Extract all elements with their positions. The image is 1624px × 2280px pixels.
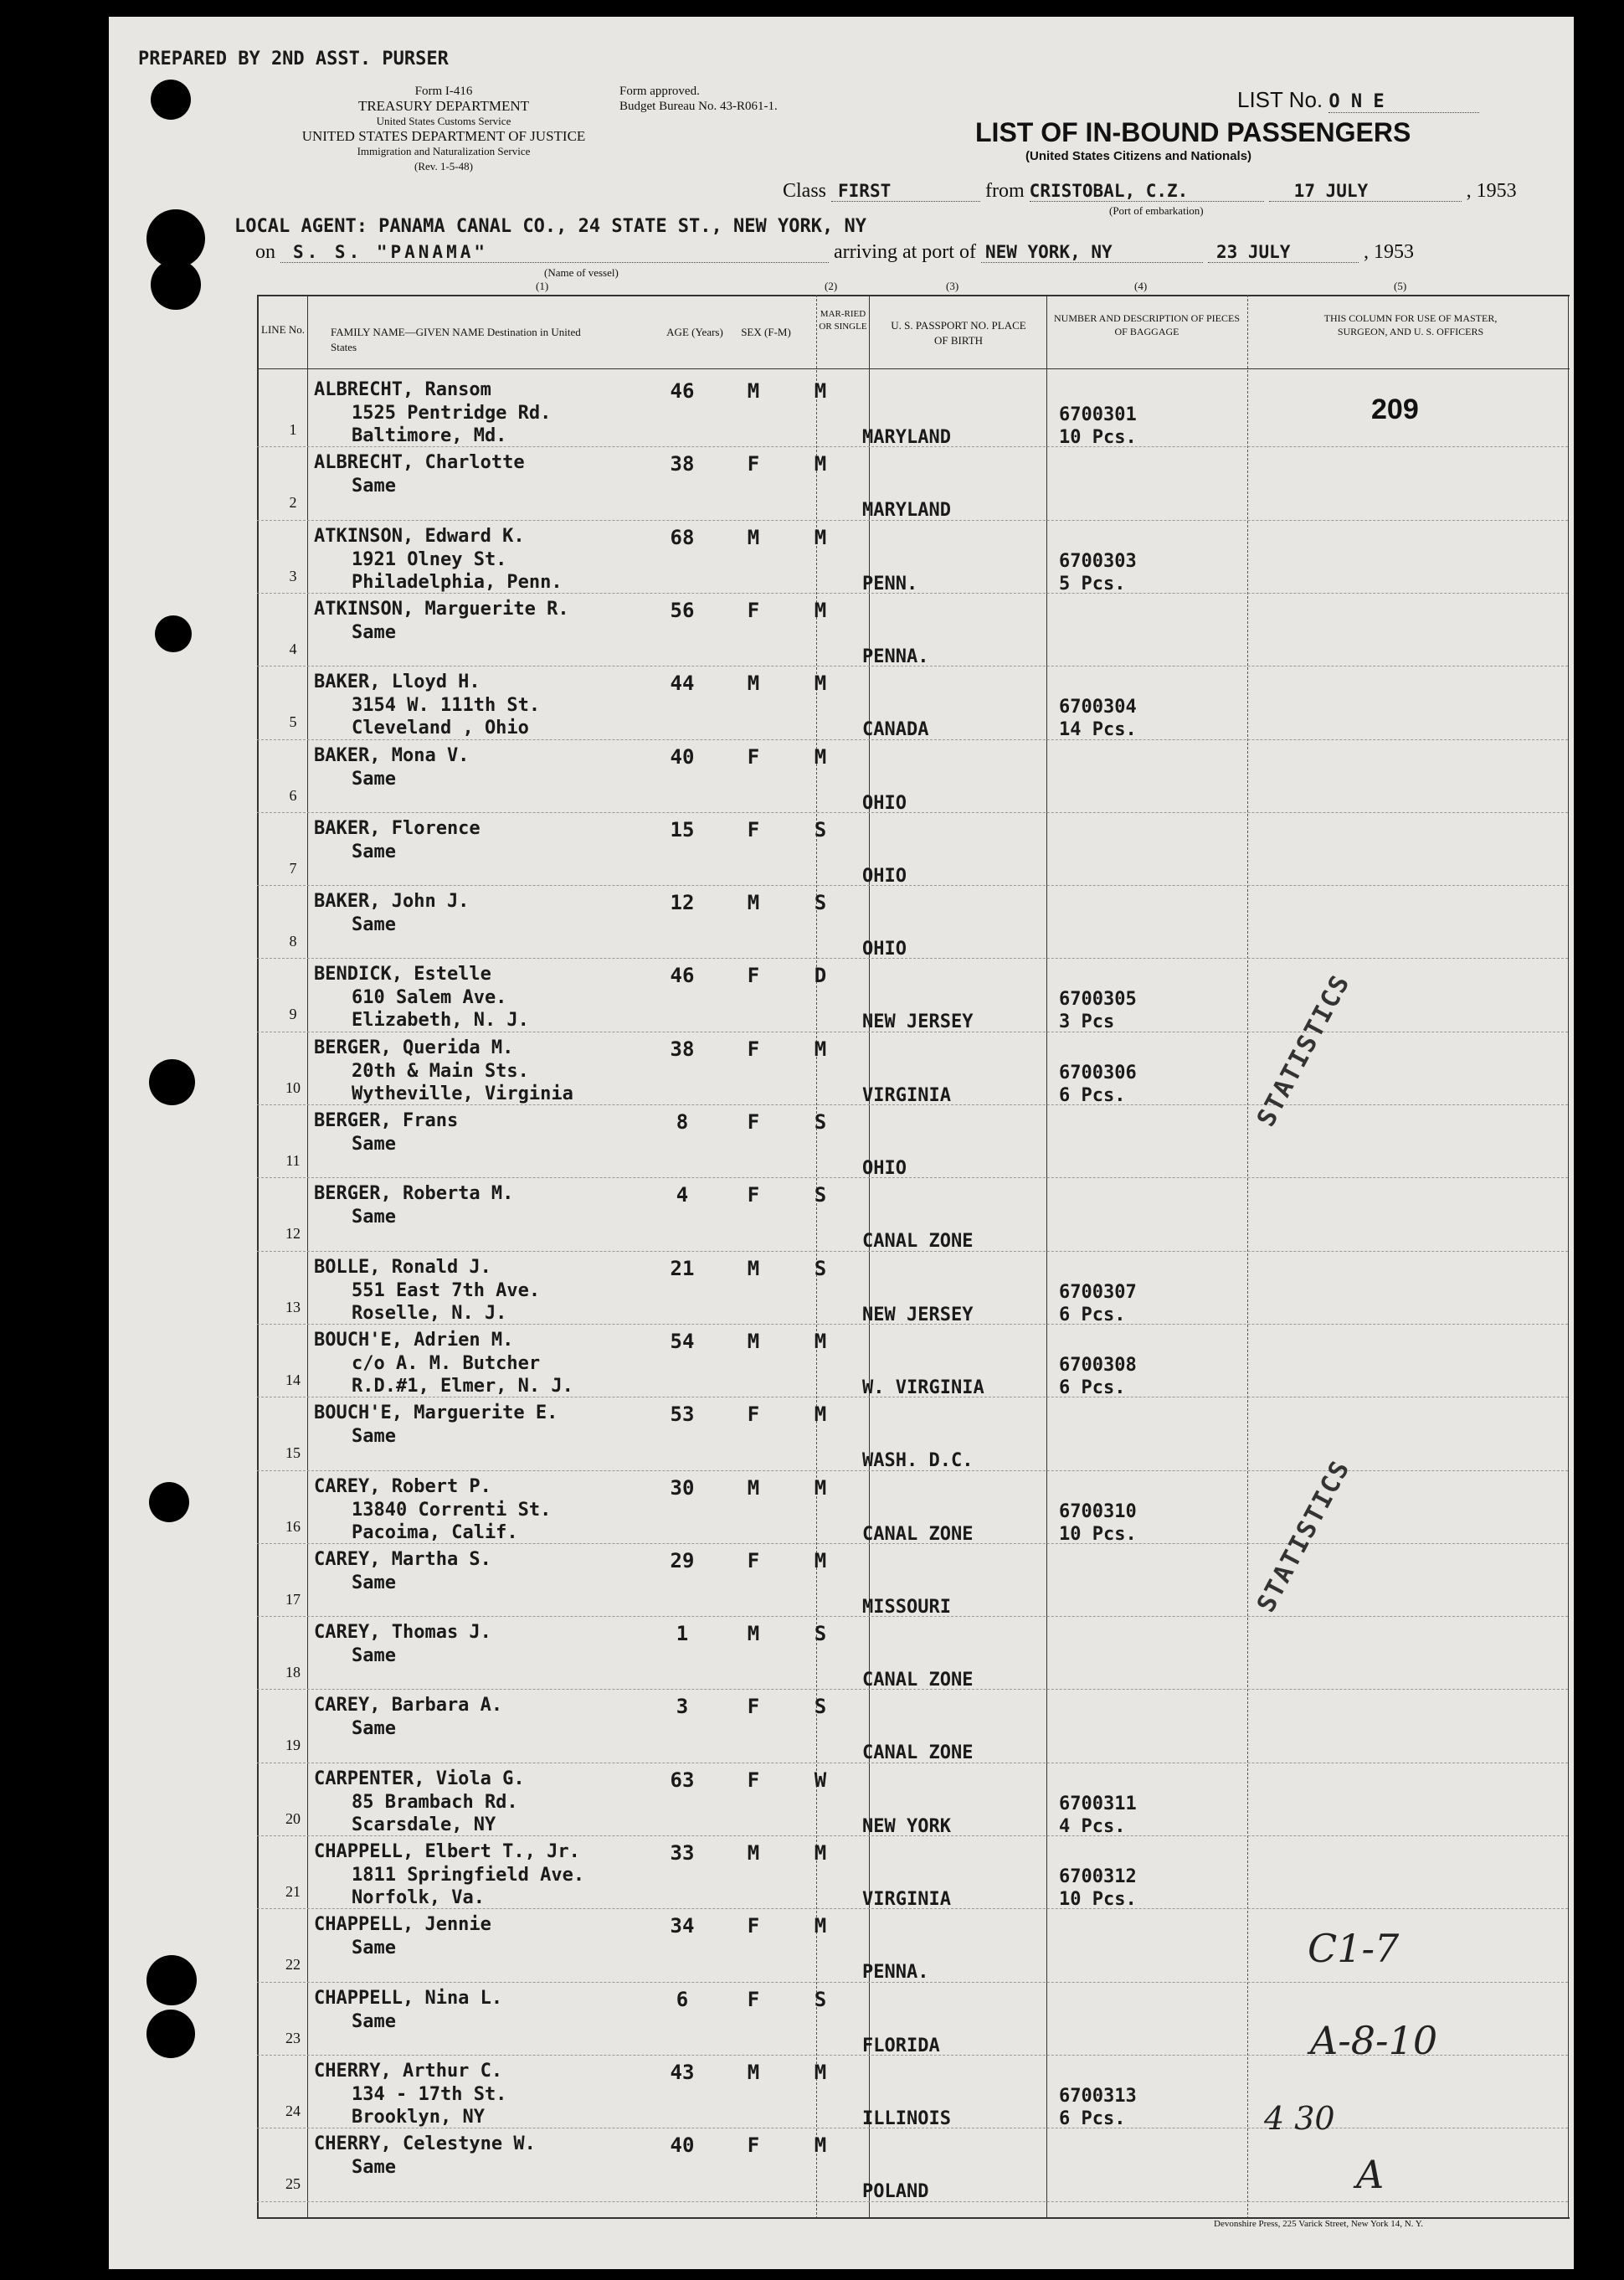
passenger-marital: M	[814, 379, 827, 403]
passenger-age: 15	[670, 817, 695, 841]
col-header-name: FAMILY NAME—GIVEN NAME Destination in United States	[331, 326, 581, 353]
passenger-birthplace: FLORIDA	[862, 2035, 940, 2056]
passenger-sex: F	[747, 1183, 760, 1207]
col-header-baggage: NUMBER AND DESCRIPTION OF PIECES OF BAGGAGE	[1053, 312, 1241, 337]
line-number: 7	[289, 859, 297, 877]
list-no-label: LIST No.	[1237, 87, 1323, 112]
passenger-name: CAREY, Robert P.	[314, 1475, 491, 1497]
passenger-birthplace: CANADA	[862, 719, 929, 741]
vessel-name: S. S. "PANAMA"	[280, 242, 829, 263]
passenger-birthplace: NEW JERSEY	[862, 1304, 974, 1325]
passenger-age: 44	[670, 672, 695, 696]
handwritten-note: C1-7	[1308, 1926, 1400, 1971]
baggage-number: 6700311	[1059, 1793, 1137, 1814]
col-num-5: (5)	[1394, 280, 1407, 292]
passenger-name: BAKER, Mona V.	[314, 744, 470, 766]
line-number: 4	[289, 640, 297, 657]
passenger-age: 46	[670, 379, 695, 403]
passenger-sex: F	[747, 1548, 760, 1572]
passenger-age: 33	[670, 1841, 695, 1865]
line-number: 9	[289, 1006, 297, 1023]
from-value: CRISTOBAL, C.Z.	[1030, 181, 1264, 202]
handwritten-note: 4 30	[1264, 2100, 1335, 2137]
passenger-address: Pacoima, Calif.	[352, 1521, 518, 1543]
passenger-sex: F	[747, 817, 760, 841]
budget-bureau: Budget Bureau No. 43-R061-1.	[619, 100, 778, 113]
column-divider	[1247, 295, 1249, 2219]
col-header-age: AGE (Years)	[666, 326, 723, 338]
column-divider	[1046, 295, 1047, 2219]
passenger-birthplace: VIRGINIA	[862, 1889, 951, 1910]
passenger-address: 1811 Springfield Ave.	[352, 1865, 585, 1886]
passenger-birthplace: CANAL ZONE	[862, 1670, 974, 1691]
col-num-4: (4)	[1134, 280, 1148, 292]
passenger-birthplace: OHIO	[862, 939, 907, 960]
revision: (Rev. 1-5-48)	[414, 160, 473, 172]
baggage-pieces: 10 Pcs.	[1059, 427, 1137, 448]
passenger-age: 29	[670, 1548, 695, 1572]
baggage-pieces: 5 Pcs.	[1059, 573, 1126, 594]
passenger-address: Roselle, N. J.	[352, 1302, 507, 1324]
passenger-address: Same	[352, 476, 396, 497]
table-right-border	[1568, 295, 1569, 2219]
passenger-sex: F	[747, 2133, 760, 2158]
statistics-stamp: STATISTICS	[1251, 969, 1357, 1132]
line-number: 15	[285, 1444, 301, 1462]
baggage-pieces: 6 Pcs.	[1059, 2108, 1126, 2129]
local-agent: LOCAL AGENT: PANAMA CANAL CO., 24 STATE ST., NEW YORK, NY	[234, 216, 866, 237]
passenger-age: 56	[670, 598, 695, 622]
passenger-marital: D	[814, 964, 827, 988]
passenger-sex: F	[747, 1110, 760, 1134]
passenger-birthplace: PENNA.	[862, 1962, 929, 1984]
baggage-number: 6700307	[1059, 1281, 1137, 1303]
passenger-birthplace: ILLINOIS	[862, 2108, 951, 2129]
preparer-note: PREPARED BY 2ND ASST. PURSER	[138, 49, 449, 69]
passenger-address: Same	[352, 621, 396, 643]
arrival-year: , 1953	[1363, 241, 1414, 263]
passenger-age: 30	[670, 1475, 695, 1500]
baggage-pieces: 4 Pcs.	[1059, 1815, 1126, 1837]
line-number: 13	[285, 1298, 301, 1315]
passenger-age: 21	[670, 1256, 695, 1280]
passenger-birthplace: CANAL ZONE	[862, 1523, 974, 1545]
passenger-address: Same	[352, 1938, 396, 1959]
passenger-age: 1	[676, 1622, 689, 1646]
passenger-age: 43	[670, 2060, 695, 2084]
baggage-pieces: 6 Pcs.	[1059, 1084, 1126, 1106]
line-number: 19	[285, 1737, 301, 1754]
passenger-address: Elizabeth, N. J.	[352, 1010, 529, 1032]
line-number: 18	[285, 1664, 301, 1681]
passenger-age: 38	[670, 452, 695, 476]
passenger-address: Same	[352, 2010, 396, 2032]
passenger-address: Same	[352, 1645, 396, 1667]
passenger-name: BERGER, Roberta M.	[314, 1183, 514, 1205]
baggage-pieces: 6 Pcs.	[1059, 1377, 1126, 1398]
page-number: 209	[1371, 394, 1419, 425]
passenger-address: Same	[352, 768, 396, 790]
depart-date: 17 JULY	[1269, 181, 1462, 202]
passenger-sex: F	[747, 1987, 760, 2011]
department: TREASURY DEPARTMENT	[357, 98, 530, 114]
passenger-birthplace: PENN.	[862, 573, 918, 594]
passenger-address: Brooklyn, NY	[352, 2106, 485, 2128]
class-line	[783, 180, 1517, 203]
passenger-marital: M	[814, 525, 827, 549]
passenger-address: Same	[352, 1718, 396, 1740]
passenger-address: Baltimore, Md.	[352, 425, 507, 446]
from-label: from	[985, 180, 1025, 202]
passenger-birthplace: PENNA.	[862, 646, 929, 667]
line-number: 6	[289, 786, 297, 804]
row-divider	[257, 958, 1568, 959]
line-number: 24	[285, 2102, 301, 2119]
passenger-sex: F	[747, 964, 760, 988]
line-number: 2	[289, 494, 297, 512]
passenger-age: 46	[670, 964, 695, 988]
passenger-name: CAREY, Thomas J.	[314, 1622, 491, 1644]
class-value: FIRST	[831, 181, 980, 202]
passenger-name: CHERRY, Celestyne W.	[314, 2133, 536, 2155]
passenger-marital: M	[814, 452, 827, 476]
depart-year: , 1953	[1466, 180, 1517, 202]
passenger-sex: F	[747, 452, 760, 476]
form-approval	[619, 84, 778, 114]
passenger-address: Same	[352, 1426, 396, 1448]
passenger-name: BOUCH'E, Adrien M.	[314, 1329, 514, 1351]
col-header-use: THIS COLUMN FOR USE OF MASTER, SURGEON, AND U. S. OFFICERS	[1323, 312, 1498, 337]
passenger-name: ATKINSON, Edward K.	[314, 525, 525, 547]
passenger-birthplace: NEW YORK	[862, 1815, 951, 1837]
passenger-address: 551 East 7th Ave.	[352, 1279, 541, 1301]
passenger-age: 34	[670, 1914, 695, 1938]
passenger-address: 610 Salem Ave.	[352, 987, 507, 1009]
passenger-name: CHAPPELL, Nina L.	[314, 1987, 503, 2009]
passenger-address: Norfolk, Va.	[352, 1887, 485, 1908]
passenger-address: Same	[352, 1572, 396, 1593]
passenger-marital: M	[814, 1548, 827, 1572]
passenger-name: CAREY, Martha S.	[314, 1548, 491, 1570]
passenger-marital: M	[814, 1914, 827, 1938]
passenger-marital: S	[814, 1183, 827, 1207]
passenger-marital: M	[814, 1475, 827, 1500]
passenger-age: 38	[670, 1037, 695, 1061]
passenger-marital: S	[814, 817, 827, 841]
col-header-sex: SEX (F-M)	[741, 326, 791, 338]
binder-hole	[146, 2010, 195, 2058]
passenger-name: CHERRY, Arthur C.	[314, 2060, 503, 2082]
doj: UNITED STATES DEPARTMENT OF JUSTICE	[301, 128, 586, 144]
passenger-marital: M	[814, 2060, 827, 2084]
ins: Immigration and Naturalization Service	[357, 145, 531, 157]
passenger-age: 68	[670, 525, 695, 549]
line-number: 11	[285, 1152, 301, 1169]
baggage-pieces: 10 Pcs.	[1059, 1523, 1137, 1545]
passenger-birthplace: MARYLAND	[862, 427, 951, 448]
passenger-age: 6	[676, 1987, 689, 2011]
passenger-name: CHAPPELL, Jennie	[314, 1914, 491, 1936]
passenger-marital: S	[814, 1110, 827, 1134]
line-number: 5	[289, 713, 297, 731]
row-divider	[257, 1177, 1568, 1178]
baggage-pieces: 14 Pcs.	[1059, 719, 1137, 741]
passenger-address: Same	[352, 841, 396, 862]
passenger-age: 3	[676, 1695, 689, 1719]
passenger-birthplace: CANAL ZONE	[862, 1742, 974, 1764]
passenger-address: c/o A. M. Butcher	[352, 1352, 541, 1374]
passenger-name: BERGER, Frans	[314, 1110, 459, 1131]
passenger-marital: M	[814, 598, 827, 622]
baggage-number: 6700301	[1059, 404, 1137, 425]
passenger-sex: M	[747, 1622, 760, 1646]
line-number: 3	[289, 567, 297, 584]
binder-hole	[151, 260, 201, 310]
service: United States Customs Service	[376, 115, 511, 127]
passenger-name: BAKER, John J.	[314, 891, 470, 913]
col-num-2: (2)	[825, 280, 838, 292]
line-number: 8	[289, 933, 297, 950]
list-no-value: O N E	[1328, 91, 1479, 113]
table-left-border	[257, 295, 259, 2219]
passenger-address: 20th & Main Sts.	[352, 1060, 529, 1082]
passenger-address: Same	[352, 1207, 396, 1228]
baggage-number: 6700304	[1059, 697, 1137, 718]
vessel-line	[255, 241, 1414, 264]
passenger-name: CHAPPELL, Elbert T., Jr.	[314, 1841, 580, 1862]
passenger-sex: M	[747, 1256, 760, 1280]
passenger-sex: M	[747, 2060, 760, 2084]
passenger-sex: M	[747, 891, 760, 915]
passenger-age: 12	[670, 891, 695, 915]
passenger-marital: M	[814, 672, 827, 696]
line-number: 12	[285, 1225, 301, 1243]
passenger-address: R.D.#1, Elmer, N. J.	[352, 1375, 573, 1397]
baggage-number: 6700303	[1059, 550, 1137, 572]
passenger-sex: F	[747, 1037, 760, 1061]
passenger-marital: S	[814, 891, 827, 915]
line-number: 1	[289, 421, 297, 438]
binder-hole	[149, 1059, 195, 1105]
page-subtitle: (United States Citizens and Nationals)	[1025, 149, 1252, 163]
printer-credit: Devonshire Press, 225 Varick Street, New York 14, N. Y.	[1214, 2219, 1424, 2229]
passenger-marital: M	[814, 1402, 827, 1427]
passenger-marital: M	[814, 1037, 827, 1061]
line-number: 25	[285, 2175, 301, 2193]
passenger-birthplace: OHIO	[862, 1158, 907, 1179]
passenger-birthplace: MARYLAND	[862, 500, 951, 522]
passenger-sex: M	[747, 1329, 760, 1353]
passenger-sex: F	[747, 1914, 760, 1938]
passenger-name: ATKINSON, Marguerite R.	[314, 598, 569, 620]
passenger-address: Same	[352, 1134, 396, 1155]
passenger-age: 40	[670, 744, 695, 769]
passenger-sex: F	[747, 1695, 760, 1719]
on-label: on	[255, 241, 275, 263]
handwritten-note: A-8-10	[1310, 2018, 1438, 2063]
baggage-pieces: 3 Pcs	[1059, 1011, 1115, 1033]
passenger-name: BENDICK, Estelle	[314, 964, 491, 986]
passenger-sex: F	[747, 598, 760, 622]
table-top-border	[257, 295, 1570, 296]
vessel-label: (Name of vessel)	[544, 266, 619, 279]
arrival-port: NEW YORK, NY	[981, 242, 1203, 263]
row-divider	[257, 885, 1568, 886]
passenger-address: Cleveland , Ohio	[352, 718, 529, 739]
passenger-name: ALBRECHT, Charlotte	[314, 452, 525, 474]
passenger-address: 134 - 17th St.	[352, 2083, 507, 2105]
passenger-address: 13840 Correnti St.	[352, 1499, 552, 1521]
passenger-sex: M	[747, 1841, 760, 1865]
row-divider	[257, 812, 1568, 813]
line-number: 14	[285, 1371, 301, 1388]
passenger-marital: M	[814, 744, 827, 769]
passenger-sex: M	[747, 379, 760, 403]
passenger-birthplace: OHIO	[862, 865, 907, 887]
passenger-address: Philadelphia, Penn.	[352, 571, 563, 593]
page-title: LIST OF IN-BOUND PASSENGERS	[975, 117, 1411, 147]
line-number: 17	[285, 1590, 301, 1608]
passenger-address: 1921 Olney St.	[352, 548, 507, 570]
binder-hole	[146, 1955, 197, 2005]
passenger-address: 1525 Pentridge Rd.	[352, 403, 552, 424]
passenger-birthplace: CANAL ZONE	[862, 1231, 974, 1253]
table-header-border	[257, 368, 1570, 369]
col-header-married: MAR-RIED OR SINGLE	[819, 309, 867, 332]
passenger-sex: F	[747, 744, 760, 769]
passenger-sex: F	[747, 1402, 760, 1427]
passenger-name: BERGER, Querida M.	[314, 1037, 514, 1058]
baggage-number: 6700310	[1059, 1500, 1137, 1522]
form-info	[251, 84, 636, 174]
passenger-age: 4	[676, 1183, 689, 1207]
passenger-sex: M	[747, 525, 760, 549]
baggage-number: 6700306	[1059, 1062, 1137, 1083]
passenger-name: BAKER, Florence	[314, 817, 481, 839]
arriving-label: arriving at port of	[834, 241, 976, 263]
passenger-name: BOLLE, Ronald J.	[314, 1256, 491, 1278]
passenger-marital: M	[814, 1329, 827, 1353]
baggage-number: 6700312	[1059, 1866, 1137, 1887]
baggage-number: 6700305	[1059, 989, 1137, 1011]
binder-hole	[149, 1482, 189, 1522]
baggage-pieces: 6 Pcs.	[1059, 1304, 1126, 1325]
line-number: 22	[285, 1956, 301, 1974]
port-embark-label: (Port of embarkation)	[1109, 204, 1204, 217]
statistics-stamp: STATISTICS	[1251, 1454, 1357, 1618]
class-label: Class	[783, 180, 827, 202]
col-header-line: LINE No.	[261, 323, 305, 336]
passenger-sex: F	[747, 1768, 760, 1792]
passenger-name: ALBRECHT, Ransom	[314, 379, 491, 400]
passenger-name: BOUCH'E, Marguerite E.	[314, 1402, 558, 1424]
passenger-address: Scarsdale, NY	[352, 1814, 496, 1835]
line-number: 20	[285, 1809, 301, 1827]
baggage-number: 6700313	[1059, 2085, 1137, 2107]
passenger-marital: W	[814, 1768, 827, 1792]
list-no	[1237, 87, 1479, 113]
passenger-marital: S	[814, 1622, 827, 1646]
line-number: 10	[285, 1078, 301, 1096]
passenger-birthplace: VIRGINIA	[862, 1084, 951, 1106]
form-approved: Form approved.	[619, 85, 700, 98]
passenger-name: BAKER, Lloyd H.	[314, 672, 481, 693]
passenger-address: Same	[352, 914, 396, 936]
passenger-birthplace: OHIO	[862, 792, 907, 814]
passenger-name: CARPENTER, Viola G.	[314, 1768, 525, 1789]
line-number: 21	[285, 1883, 301, 1900]
passenger-age: 40	[670, 2133, 695, 2158]
arrival-date: 23 JULY	[1208, 242, 1359, 263]
passenger-name: CAREY, Barbara A.	[314, 1695, 503, 1716]
passenger-birthplace: W. VIRGINIA	[862, 1377, 984, 1398]
baggage-pieces: 10 Pcs.	[1059, 1889, 1137, 1910]
handwritten-note: A	[1356, 2152, 1385, 2197]
passenger-age: 63	[670, 1768, 695, 1792]
passenger-birthplace: NEW JERSEY	[862, 1011, 974, 1033]
passenger-marital: M	[814, 2133, 827, 2158]
col-num-3: (3)	[946, 280, 959, 292]
baggage-number: 6700308	[1059, 1354, 1137, 1376]
passenger-age: 8	[676, 1110, 689, 1134]
passenger-birthplace: WASH. D.C.	[862, 1450, 974, 1472]
passenger-marital: S	[814, 1695, 827, 1719]
passenger-marital: S	[814, 1987, 827, 2011]
binder-hole	[155, 615, 192, 652]
passenger-address: Same	[352, 2157, 396, 2179]
form-number: Form I-416	[414, 85, 473, 98]
col-num-1: (1)	[536, 280, 549, 292]
passenger-address: Wytheville, Virginia	[352, 1083, 573, 1104]
passenger-age: 53	[670, 1402, 695, 1427]
passenger-birthplace: MISSOURI	[862, 1596, 951, 1618]
passenger-age: 54	[670, 1329, 695, 1353]
passenger-marital: S	[814, 1256, 827, 1280]
passenger-address: 3154 W. 111th St.	[352, 695, 541, 717]
line-number: 23	[285, 2029, 301, 2046]
passenger-sex: M	[747, 1475, 760, 1500]
passenger-birthplace: POLAND	[862, 2181, 929, 2203]
passenger-marital: M	[814, 1841, 827, 1865]
passenger-address: 85 Brambach Rd.	[352, 1791, 518, 1813]
binder-hole	[151, 80, 191, 120]
col-header-passport: U. S. PASSPORT NO. PLACE OF BIRTH	[891, 319, 1026, 347]
line-number: 16	[285, 1517, 301, 1535]
passenger-sex: M	[747, 672, 760, 696]
